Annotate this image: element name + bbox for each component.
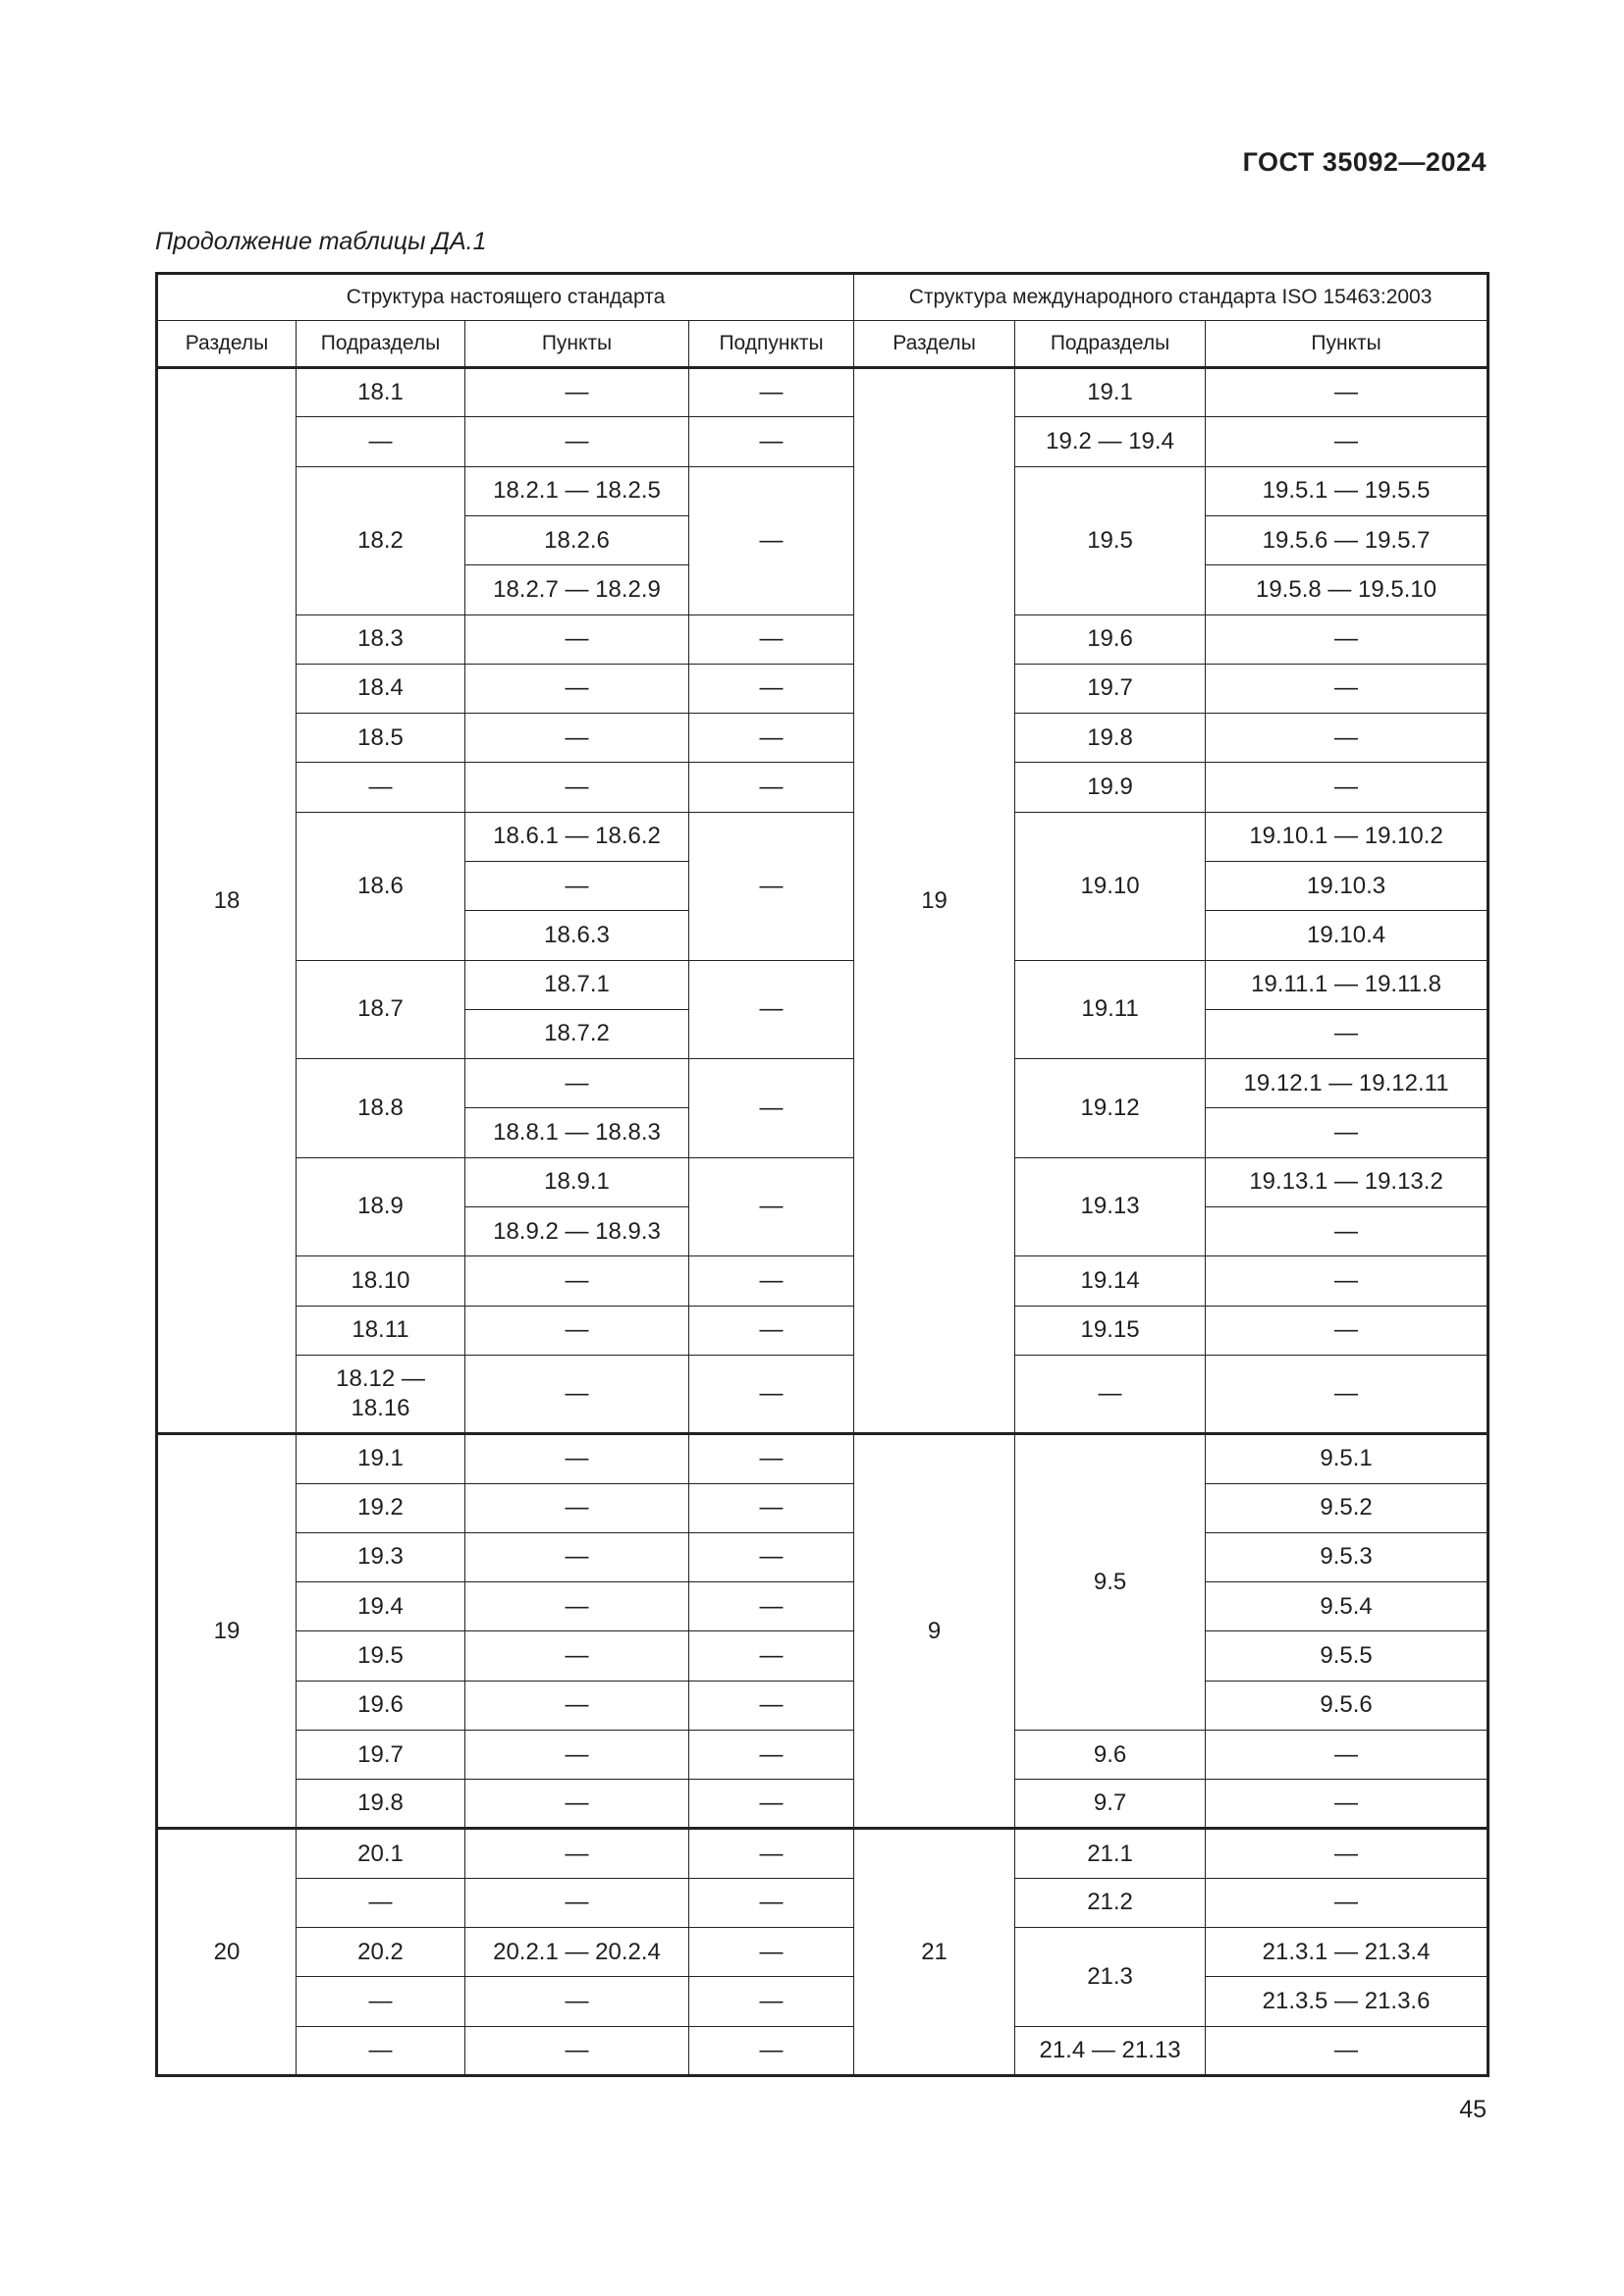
table-cell: — bbox=[689, 812, 854, 960]
page-number: 45 bbox=[1459, 2096, 1487, 2123]
table-cell: 19 bbox=[157, 1434, 297, 1829]
table-cell: — bbox=[1206, 1009, 1489, 1058]
table-cell: 19.5 bbox=[1015, 466, 1206, 614]
table-cell: — bbox=[689, 1878, 854, 1927]
table-cell: — bbox=[1206, 664, 1489, 713]
table-cell: 18.8.1 — 18.8.3 bbox=[465, 1108, 689, 1157]
table-cell: 9.5 bbox=[1015, 1434, 1206, 1731]
table-cell: 18.6 bbox=[297, 812, 465, 960]
table-cell: 19.10.1 — 19.10.2 bbox=[1206, 812, 1489, 861]
table-cell: 20.1 bbox=[297, 1829, 465, 1878]
table-cell: — bbox=[689, 1532, 854, 1581]
table-cell: — bbox=[465, 1434, 689, 1483]
table-cell: — bbox=[1206, 1306, 1489, 1355]
table-cell: 19.13.1 — 19.13.2 bbox=[1206, 1157, 1489, 1206]
table-cell: — bbox=[465, 1306, 689, 1355]
table-caption: Продолжение таблицы ДА.1 bbox=[155, 228, 487, 255]
table-cell: — bbox=[1206, 417, 1489, 466]
table-cell: 21.3 bbox=[1015, 1928, 1206, 2027]
table-cell: 18.5 bbox=[297, 714, 465, 763]
table-cell: — bbox=[1206, 1829, 1489, 1878]
table-cell: 18.6.1 — 18.6.2 bbox=[465, 812, 689, 861]
table-cell: 18.7.2 bbox=[465, 1009, 689, 1058]
table-row bbox=[157, 1681, 1489, 1730]
table-cell: — bbox=[465, 1532, 689, 1581]
table-row bbox=[157, 664, 1489, 713]
table-cell: — bbox=[689, 1256, 854, 1306]
table-cell: 19.8 bbox=[297, 1780, 465, 1829]
table-cell: — bbox=[1015, 1355, 1206, 1433]
table-cell: 19.10 bbox=[1015, 812, 1206, 960]
table-row bbox=[157, 368, 1489, 417]
table-cell: 19.7 bbox=[297, 1730, 465, 1779]
table-cell: — bbox=[465, 1483, 689, 1532]
table-cell: 19.6 bbox=[1015, 614, 1206, 664]
table-cell: — bbox=[465, 614, 689, 664]
table-cell: 19.5.8 — 19.5.10 bbox=[1206, 565, 1489, 614]
table-row bbox=[157, 1157, 1489, 1206]
table-cell: 21.3.5 — 21.3.6 bbox=[1206, 1977, 1489, 2026]
table-cell: 19.12 bbox=[1015, 1059, 1206, 1158]
table-cell: 20 bbox=[157, 1829, 297, 2076]
table-cell: — bbox=[465, 1681, 689, 1730]
table-cell: 19.1 bbox=[1015, 368, 1206, 417]
table-cell: 18.2.7 — 18.2.9 bbox=[465, 565, 689, 614]
table-cell: 9.5.3 bbox=[1206, 1532, 1489, 1581]
table-cell: 9.5.2 bbox=[1206, 1483, 1489, 1532]
table-row bbox=[157, 960, 1489, 1009]
table-cell: — bbox=[465, 368, 689, 417]
table-cell: — bbox=[297, 1977, 465, 2026]
table-cell: 19.13 bbox=[1015, 1157, 1206, 1256]
table-cell: 20.2.1 — 20.2.4 bbox=[465, 1928, 689, 1977]
table-row bbox=[157, 2026, 1489, 2075]
table-cell: 19 bbox=[854, 368, 1015, 1434]
table-row bbox=[157, 1434, 1489, 1483]
table-cell: 18.7 bbox=[297, 960, 465, 1059]
table-cell: — bbox=[689, 1730, 854, 1779]
table-cell: 9.5.5 bbox=[1206, 1631, 1489, 1681]
column-header: Разделы bbox=[157, 321, 297, 368]
table-row bbox=[157, 1532, 1489, 1581]
table-cell: — bbox=[465, 1977, 689, 2026]
table-cell: — bbox=[1206, 1730, 1489, 1779]
column-header: Пункты bbox=[465, 321, 689, 368]
table-row bbox=[157, 1977, 1489, 2026]
table-cell: — bbox=[297, 763, 465, 812]
table-cell: — bbox=[689, 1582, 854, 1631]
table-cell: 18.12 — 18.16 bbox=[297, 1355, 465, 1433]
table-cell: — bbox=[689, 1681, 854, 1730]
table-cell: — bbox=[465, 417, 689, 466]
table-cell: — bbox=[689, 1434, 854, 1483]
table-cell: 18.10 bbox=[297, 1256, 465, 1306]
column-header: Разделы bbox=[854, 321, 1015, 368]
table-cell: — bbox=[1206, 714, 1489, 763]
table-cell: 19.10.3 bbox=[1206, 861, 1489, 910]
table-cell: — bbox=[465, 1730, 689, 1779]
table-cell: 19.10.4 bbox=[1206, 911, 1489, 960]
table-cell: — bbox=[1206, 763, 1489, 812]
table-cell: 18.2.6 bbox=[465, 516, 689, 565]
table-row bbox=[157, 1306, 1489, 1355]
table-cell: 19.4 bbox=[297, 1582, 465, 1631]
table-row bbox=[157, 1829, 1489, 1878]
table-cell: — bbox=[689, 763, 854, 812]
table-cell: 9.5.6 bbox=[1206, 1681, 1489, 1730]
table-cell: — bbox=[689, 664, 854, 713]
table-row bbox=[157, 1355, 1489, 1433]
table-cell: 18.2.1 — 18.2.5 bbox=[465, 466, 689, 515]
table-cell: 18.7.1 bbox=[465, 960, 689, 1009]
table-cell: — bbox=[689, 466, 854, 614]
table-cell: 18.9.1 bbox=[465, 1157, 689, 1206]
table-cell: — bbox=[465, 861, 689, 910]
table-cell: — bbox=[689, 1157, 854, 1256]
table-cell: — bbox=[689, 614, 854, 664]
table-cell: — bbox=[689, 1780, 854, 1829]
table-cell: — bbox=[689, 960, 854, 1059]
table-cell: 19.6 bbox=[297, 1681, 465, 1730]
table-cell: — bbox=[689, 1483, 854, 1532]
table-cell: 19.5 bbox=[297, 1631, 465, 1681]
group-header-national: Структура настоящего стандарта bbox=[157, 274, 854, 321]
table-cell: 19.15 bbox=[1015, 1306, 1206, 1355]
table-row bbox=[157, 1483, 1489, 1532]
table-cell: — bbox=[465, 1355, 689, 1433]
table-cell: 19.11 bbox=[1015, 960, 1206, 1059]
table-cell: 19.11.1 — 19.11.8 bbox=[1206, 960, 1489, 1009]
table-cell: — bbox=[465, 1780, 689, 1829]
table-cell: — bbox=[465, 1878, 689, 1927]
table-cell: — bbox=[1206, 614, 1489, 664]
table-cell: 19.2 bbox=[297, 1483, 465, 1532]
document-standard-header: ГОСТ 35092—2024 bbox=[1242, 147, 1487, 177]
table-row bbox=[157, 1582, 1489, 1631]
table-cell: — bbox=[297, 1878, 465, 1927]
table-cell: — bbox=[297, 2026, 465, 2075]
table-row bbox=[157, 614, 1489, 664]
table-cell: 18.1 bbox=[297, 368, 465, 417]
table-cell: 18.2 bbox=[297, 466, 465, 614]
table-row bbox=[157, 812, 1489, 861]
table-cell: 18 bbox=[157, 368, 297, 1434]
column-header: Пункты bbox=[1206, 321, 1489, 368]
table-row bbox=[157, 1631, 1489, 1681]
table-cell: — bbox=[465, 763, 689, 812]
table-cell: — bbox=[1206, 2026, 1489, 2075]
group-header-international: Структура международного стандарта ISO 15463:2003 bbox=[854, 274, 1489, 321]
table-row bbox=[157, 1928, 1489, 1977]
table-cell: 9.7 bbox=[1015, 1780, 1206, 1829]
column-header: Подпункты bbox=[689, 321, 854, 368]
table-cell: — bbox=[1206, 1355, 1489, 1433]
table-cell: 9 bbox=[854, 1434, 1015, 1829]
table-cell: 19.9 bbox=[1015, 763, 1206, 812]
table-cell: — bbox=[1206, 368, 1489, 417]
table-cell: 21.1 bbox=[1015, 1829, 1206, 1878]
table-cell: — bbox=[1206, 1780, 1489, 1829]
table-cell: — bbox=[689, 714, 854, 763]
table-cell: — bbox=[297, 417, 465, 466]
table-cell: 18.4 bbox=[297, 664, 465, 713]
table-cell: — bbox=[1206, 1108, 1489, 1157]
table-cell: 18.11 bbox=[297, 1306, 465, 1355]
table-row bbox=[157, 714, 1489, 763]
table-cell: 19.2 — 19.4 bbox=[1015, 417, 1206, 466]
table-cell: — bbox=[689, 368, 854, 417]
column-header: Подразделы bbox=[1015, 321, 1206, 368]
table-cell: — bbox=[689, 1059, 854, 1158]
table-cell: — bbox=[689, 1355, 854, 1433]
table-cell: 19.12.1 — 19.12.11 bbox=[1206, 1059, 1489, 1108]
table-cell: 9.5.1 bbox=[1206, 1434, 1489, 1483]
table-cell: — bbox=[465, 664, 689, 713]
structure-comparison-table bbox=[155, 272, 1489, 2077]
table-cell: 21.4 — 21.13 bbox=[1015, 2026, 1206, 2075]
table-cell: 19.7 bbox=[1015, 664, 1206, 713]
table-cell: — bbox=[465, 714, 689, 763]
table-cell: 19.14 bbox=[1015, 1256, 1206, 1306]
table-cell: 21.2 bbox=[1015, 1878, 1206, 1927]
table-cell: 19.5.1 — 19.5.5 bbox=[1206, 466, 1489, 515]
table-cell: 18.9.2 — 18.9.3 bbox=[465, 1206, 689, 1255]
table-cell: — bbox=[465, 2026, 689, 2075]
table-cell: 19.1 bbox=[297, 1434, 465, 1483]
table-cell: — bbox=[1206, 1256, 1489, 1306]
table-cell: 19.3 bbox=[297, 1532, 465, 1581]
table-cell: 21 bbox=[854, 1829, 1015, 2076]
table-cell: — bbox=[465, 1631, 689, 1681]
table-row bbox=[157, 1878, 1489, 1927]
table-row bbox=[157, 1730, 1489, 1779]
table-row bbox=[157, 1780, 1489, 1829]
table-cell: — bbox=[689, 1977, 854, 2026]
table-cell: 9.6 bbox=[1015, 1730, 1206, 1779]
table-cell: 9.5.4 bbox=[1206, 1582, 1489, 1631]
table-cell: — bbox=[1206, 1206, 1489, 1255]
table-cell: 19.5.6 — 19.5.7 bbox=[1206, 516, 1489, 565]
table-cell: — bbox=[689, 1631, 854, 1681]
table-cell: 20.2 bbox=[297, 1928, 465, 1977]
table-cell: — bbox=[465, 1256, 689, 1306]
table-cell: — bbox=[689, 1306, 854, 1355]
table-cell: 18.3 bbox=[297, 614, 465, 664]
table-row bbox=[157, 1256, 1489, 1306]
table-cell: — bbox=[689, 2026, 854, 2075]
table-cell: — bbox=[1206, 1878, 1489, 1927]
column-header: Подразделы bbox=[297, 321, 465, 368]
table-cell: — bbox=[689, 1829, 854, 1878]
table-row bbox=[157, 466, 1489, 515]
table-cell: — bbox=[689, 417, 854, 466]
table-cell: — bbox=[465, 1829, 689, 1878]
table-cell: 21.3.1 — 21.3.4 bbox=[1206, 1928, 1489, 1977]
table-cell: 19.8 bbox=[1015, 714, 1206, 763]
table-cell: 18.8 bbox=[297, 1059, 465, 1158]
table-cell: 18.6.3 bbox=[465, 911, 689, 960]
table-row bbox=[157, 763, 1489, 812]
table-cell: — bbox=[465, 1582, 689, 1631]
table-cell: 18.9 bbox=[297, 1157, 465, 1256]
table-cell: — bbox=[689, 1928, 854, 1977]
table-row bbox=[157, 417, 1489, 466]
table-row bbox=[157, 1059, 1489, 1108]
table-cell: — bbox=[465, 1059, 689, 1108]
